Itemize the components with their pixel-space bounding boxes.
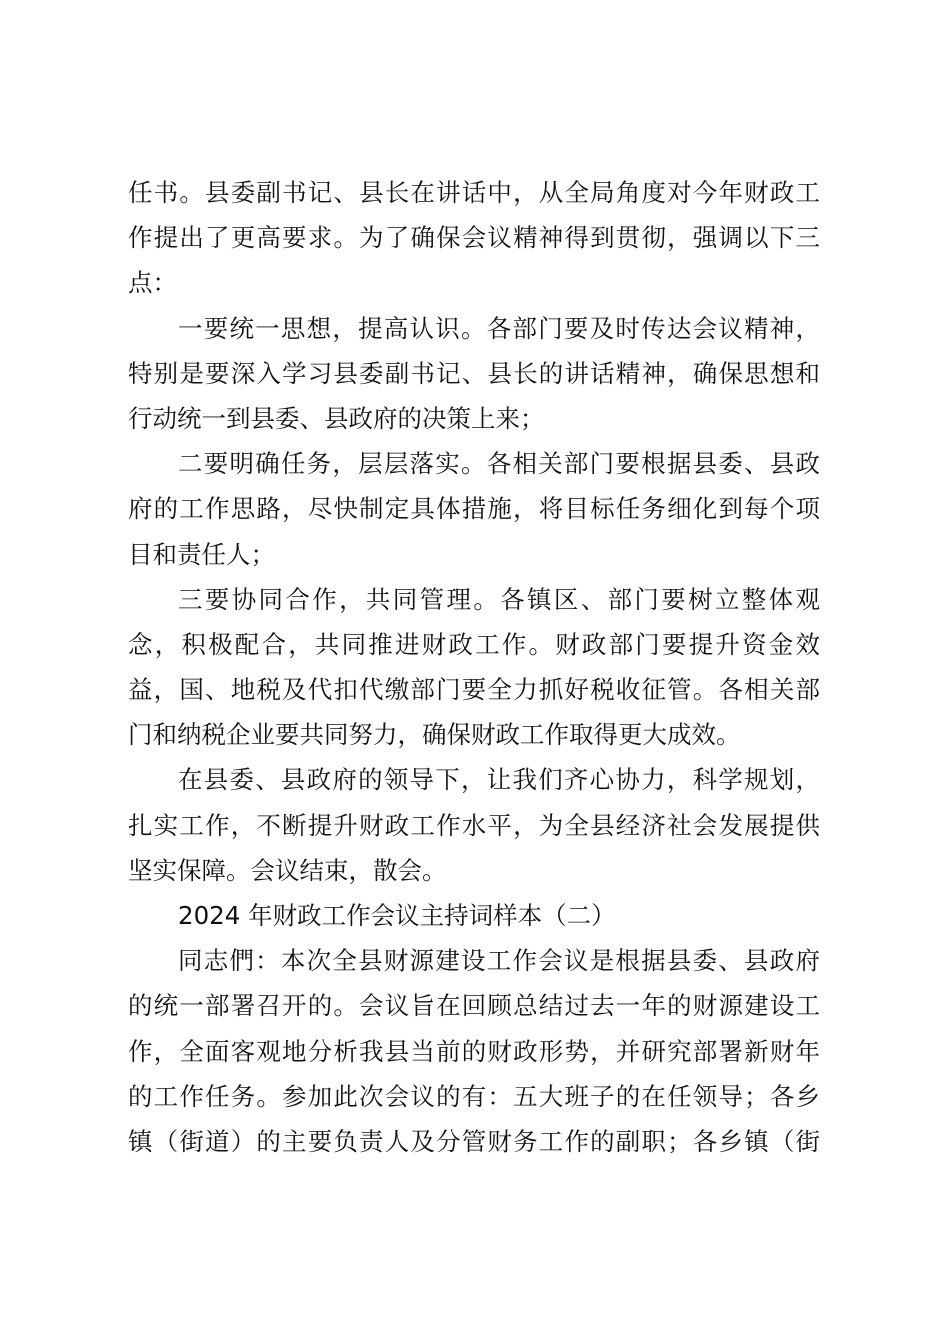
document-body	[128, 170, 820, 1164]
text-line: 镇（街道）的主要负责人及分管财务工作的副职；各乡镇（街	[128, 1126, 820, 1156]
text-line: 目和责任人；	[128, 539, 275, 569]
text-line: 坚实保障。会议结束，散会。	[128, 855, 447, 885]
text-line: 二要明确任务，层层落实。各相关部门要根据县委、县政	[178, 449, 820, 479]
text-line: 三要协同合作，共同管理。各镇区、部门要树立整体观	[178, 584, 820, 614]
text-line: 作，全面客观地分析我县当前的财政形势，并研究部署新财年	[128, 1036, 820, 1066]
text-line: 在县委、县政府的领导下，让我们齐心协力，科学规划，	[178, 765, 820, 795]
text-line: 的工作任务。参加此次会议的有：五大班子的在任领导；各乡	[128, 1081, 820, 1111]
text-line: 行动统一到县委、县政府的决策上来；	[128, 403, 545, 433]
text-line: 2024 年财政工作会议主持词样本（二）	[178, 901, 616, 930]
text-line: 念，积极配合，共同推进财政工作。财政部门要提升资金效	[128, 629, 820, 659]
text-line: 点：	[128, 268, 177, 298]
text-line: 同志們：本次全县财源建设工作会议是根据县委、县政府	[178, 946, 820, 976]
text-line: 扎实工作，不断提升财政工作水平，为全县经济社会发展提供	[128, 810, 820, 840]
text-line: 一要统一思想，提高认识。各部门要及时传达会议精神，	[178, 313, 820, 343]
text-line: 益，国、地税及代扣代缴部门要全力抓好税收征管。各相关部	[128, 675, 820, 705]
text-line: 的统一部署召开的。会议旨在回顾总结过去一年的财源建设工	[128, 991, 820, 1021]
text-line: 门和纳税企业要共同努力，确保财政工作取得更大成效。	[128, 720, 741, 750]
text-line: 府的工作思路，尽快制定具体措施，将目标任务细化到每个项	[128, 494, 820, 524]
text-line: 特别是要深入学习县委副书记、县长的讲话精神，确保思想和	[128, 358, 820, 388]
text-line: 作提出了更高要求。为了确保会议精神得到贯彻，强调以下三	[128, 223, 820, 253]
text-line: 任书。县委副书记、县长在讲话中，从全局角度对今年财政工	[128, 178, 820, 207]
